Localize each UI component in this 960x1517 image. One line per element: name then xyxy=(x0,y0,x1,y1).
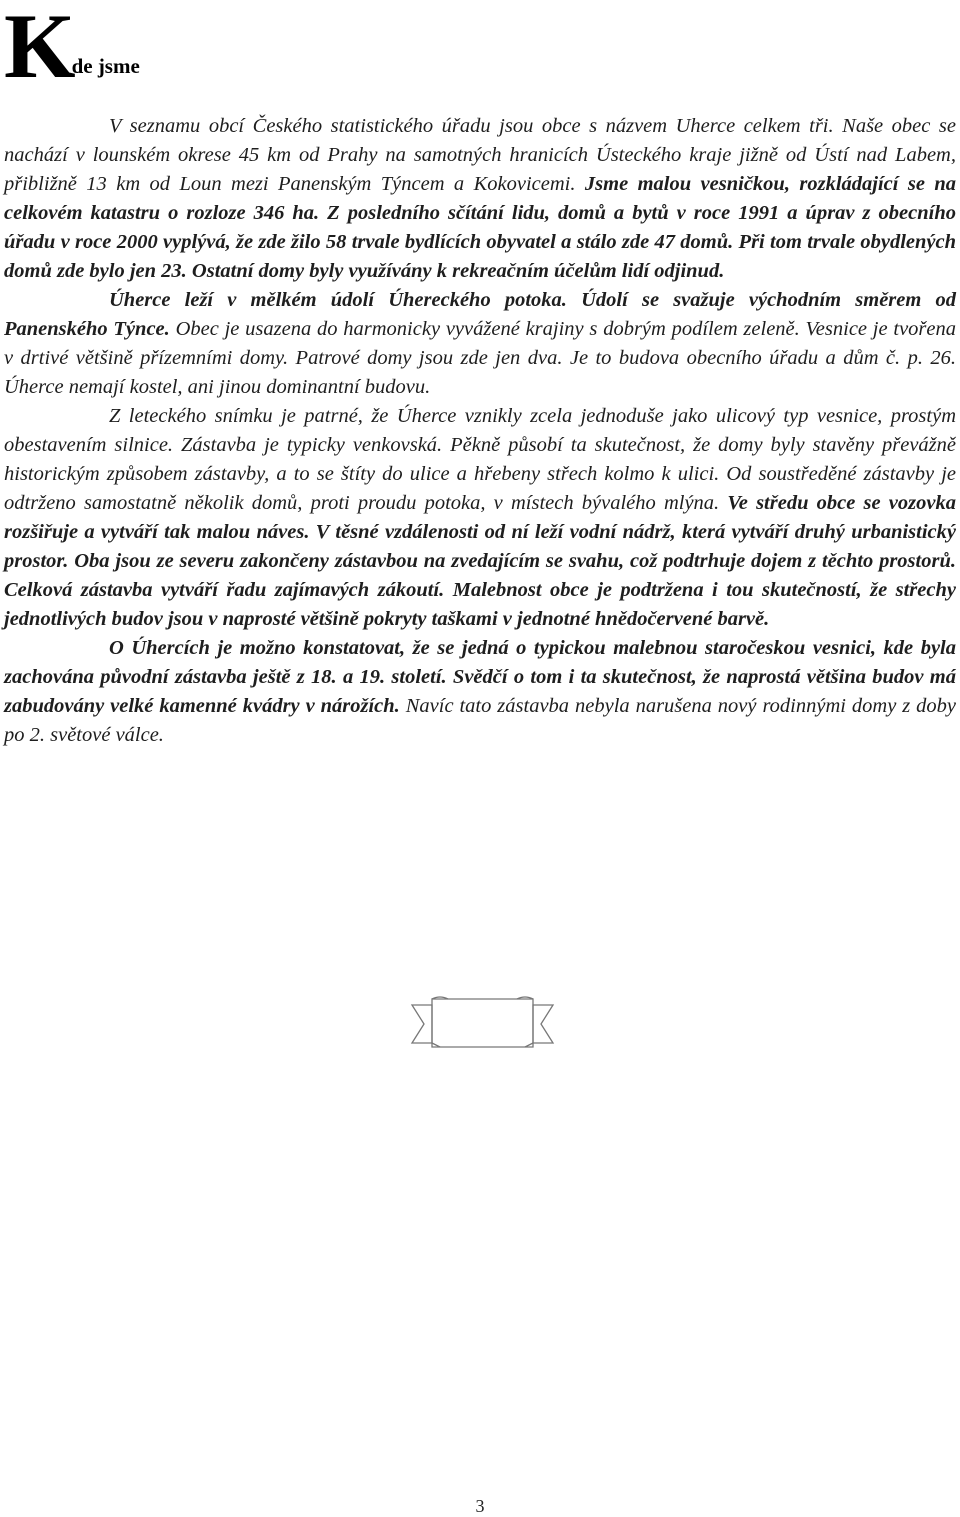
banner-ribbon-icon xyxy=(410,993,555,1053)
paragraph-segment-bold: O Úhercích je možno konstatovat, že se jedná o typickou malebnou staročeskou vesnici, kde byla zachována původní zástavba ještě z 18. a 19. století. Svědčí o tom i ta skutečnost, že naprostá většina budov má zabudovány velké kamenné kvádry v nárožích. xyxy=(4,637,956,717)
banner-ribbon-svg xyxy=(410,993,555,1053)
paragraph-segment: Navíc tato zástavba nebyla narušena nový rodinnými domy z doby po 2. světové válce. xyxy=(4,695,956,746)
paragraph-segment: Obec je usazena do harmonicky vyvážené krajiny s dobrým podílem zeleně. Vesnice je tvořena v drtivé většině přízemními domy. Patrové domy jsou zde jen dva. Je to budova obecního úřadu a dům č. p. 26. Úherce nemají kostel, ani jinou dominantní budovu. xyxy=(4,318,956,398)
paragraph-segment-bold: Úherce leží v mělkém údolí Úhereckého potoka. Údolí se svažuje východním směrem od Panenského Týnce. xyxy=(4,289,956,340)
paragraph xyxy=(4,402,956,634)
paragraph-segment-bold: Jsme malou vesničkou, rozkládající se na celkovém katastru o rozloze 346 ha. Z posledního sčítání lidu, domů a bytů v roce 1991 a úprav z obecního úřadu v roce 2000 vyplývá, že zde žilo 58 trvale bydlících obyvatel a stálo zde 47 domů. Při tom trvale obydlených domů zde bylo jen 23. Ostatní domy byly využívány k rekreačním účelům lidí odjinud. xyxy=(4,173,957,282)
ribbon-right-tail xyxy=(533,1005,553,1043)
paragraph xyxy=(4,112,956,286)
paragraph xyxy=(4,634,956,750)
chapter-heading xyxy=(4,0,140,97)
ribbon-main-band xyxy=(432,999,533,1047)
drop-cap-letter: K xyxy=(4,0,76,97)
chapter-heading-rest: de jsme xyxy=(71,54,140,78)
ribbon-left-tail xyxy=(412,1005,432,1043)
paragraph-segment-bold: Ve středu obce se vozovka rozšiřuje a vytváří tak malou náves. V těsné vzdálenosti od ní leží vodní nádrž, která vytváří druhý urbanistický prostor. Oba jsou ze severu zakončeny zástavbou na zvedajícím se svahu, což podtrhuje dojem z těchto prostorů. Celková zástavba vytváří řadu zajímavých zákoutí. Malebnost obce je podtržena i tou skutečností, že střechy jednotlivých budov jsou v naprosté většině pokryty taškami v jednotné hnědočervené barvě. xyxy=(4,492,956,630)
paragraph xyxy=(4,286,956,402)
page-number: 3 xyxy=(475,1496,485,1516)
paragraph-segment: V seznamu obcí Českého statistického úřadu jsou obce s názvem Uherce celkem tři. Naše obec se nachází v lounském okrese 45 km od Prahy na samotných hranicích Ústeckého kraje jižně od Ústí nad Labem, přibližně 13 km od Loun mezi Panenským Týncem a Kokovicemi. xyxy=(4,115,956,195)
paragraph-segment: Z leteckého snímku je patrné, že Úherce vznikly zcela jednoduše jako ulicový typ vesnice, prostým obestavením silnice. Zástavba je typicky venkovská. Pěkně působí ta skutečnost, že domy byly stavěny převážně historickým způsobem zástavby, a to se štíty do ulice a hřebeny střech kolmo k ulici. Od soustředěné zástavby je odtrženo samostatně několik domů, proti proudu potoka, v místech bývalého mlýna. xyxy=(4,405,956,514)
body-text xyxy=(4,112,956,750)
